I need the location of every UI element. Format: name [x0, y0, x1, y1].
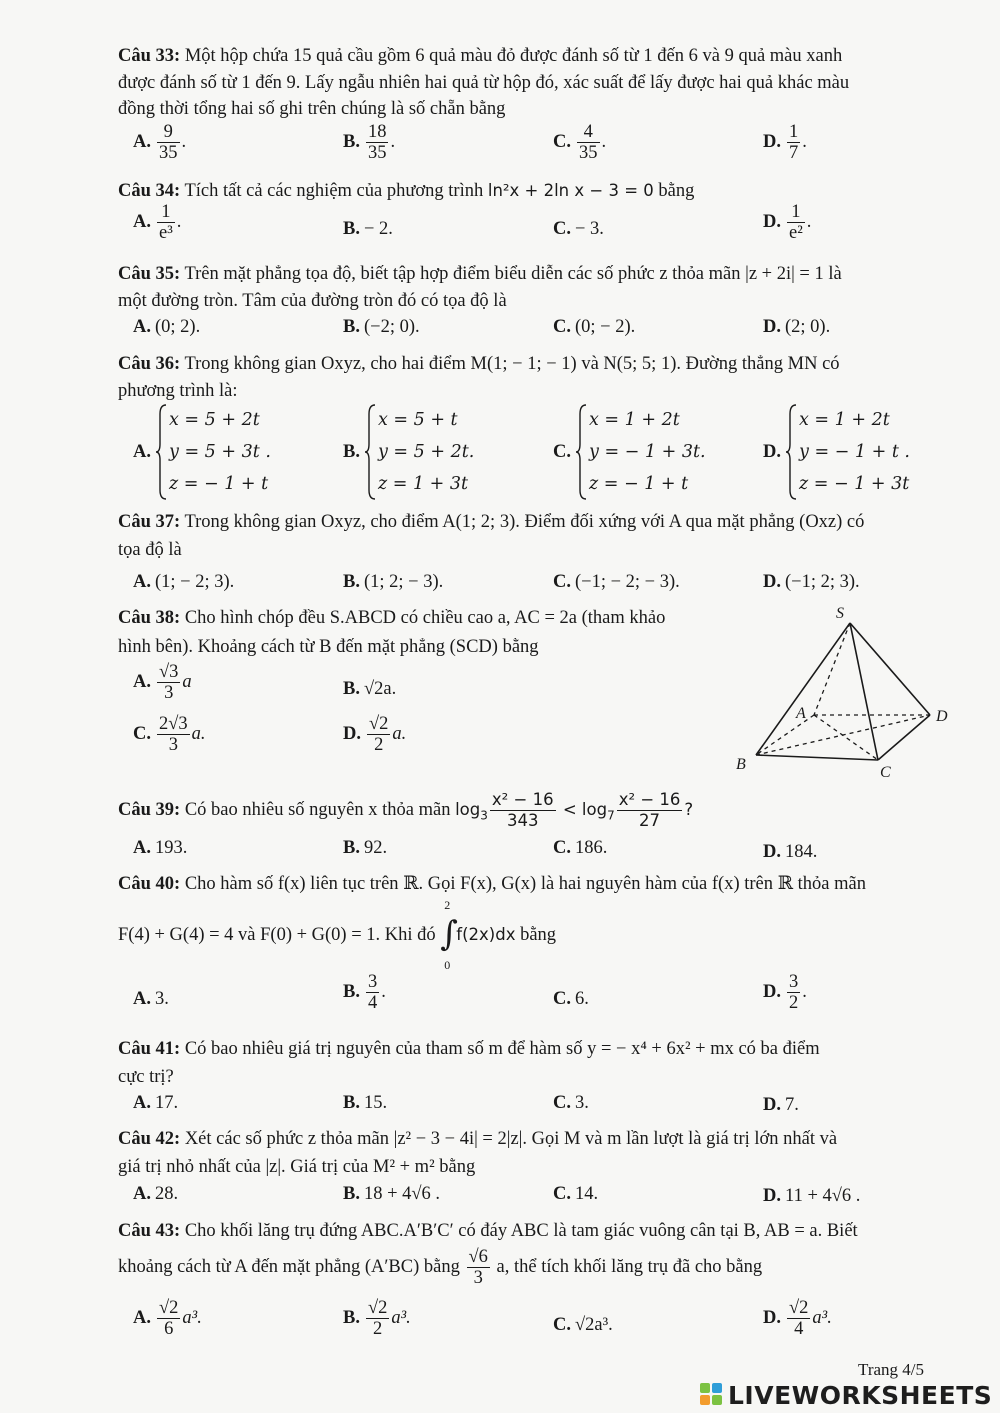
- edge-sc: [850, 623, 878, 760]
- system-row: y = 5 + 3t .: [169, 442, 271, 462]
- option-tail: .: [601, 131, 607, 152]
- numerator: √3: [159, 662, 179, 682]
- denominator: e²: [789, 223, 803, 243]
- option-label: C.: [553, 317, 571, 337]
- edge-sd: [850, 623, 930, 715]
- diagonal-ac: [814, 715, 878, 760]
- fraction: [787, 1298, 810, 1339]
- q37-option-b[interactable]: [343, 569, 443, 595]
- option-text: (0; 2).: [155, 317, 201, 337]
- option-text: 17.: [155, 1093, 179, 1113]
- label-s: S: [836, 605, 844, 622]
- denominator: 2: [789, 993, 799, 1013]
- option-tail: a.: [191, 723, 206, 744]
- option-label: A.: [133, 671, 151, 692]
- q34-option-d[interactable]: [763, 202, 811, 243]
- q40-label: Câu 40:: [118, 874, 181, 894]
- option-tail: a³.: [391, 1307, 411, 1328]
- label-c: C: [880, 764, 891, 781]
- system-row: y = − 1 + t .: [799, 442, 910, 462]
- option-text: 186.: [575, 838, 608, 858]
- q36-line-2: phương trình là:: [118, 381, 238, 401]
- q37-line-2: tọa độ là: [118, 540, 182, 560]
- q42-option-d[interactable]: [763, 1183, 860, 1209]
- q36-option-a[interactable]: [133, 404, 271, 500]
- q41-option-c[interactable]: [553, 1090, 589, 1116]
- option-text: 7.: [785, 1095, 799, 1115]
- fraction: [787, 122, 800, 163]
- fraction: [157, 1298, 180, 1339]
- numerator: 2√3: [159, 714, 188, 734]
- system-row: x = 1 + 2t: [589, 410, 680, 430]
- system-row: x = 5 + 2t: [169, 410, 260, 430]
- fraction: [490, 790, 556, 831]
- option-label: B.: [343, 981, 360, 1002]
- option-label: D.: [763, 131, 781, 152]
- option-label: A.: [133, 317, 151, 337]
- denominator: 343: [506, 811, 539, 830]
- equation-system: [364, 404, 474, 500]
- q42-option-b[interactable]: [343, 1181, 440, 1207]
- numerator: 1: [787, 202, 805, 223]
- q40-line-1: [118, 871, 866, 897]
- q34-label: Câu 34:: [118, 181, 181, 201]
- system-row: z = − 1 + t: [589, 474, 689, 494]
- brace-icon: [575, 404, 587, 500]
- q43-line-1: [118, 1218, 858, 1244]
- option-text: 92.: [363, 838, 388, 858]
- option-text: √2a³.: [575, 1315, 613, 1335]
- fraction: [157, 202, 175, 243]
- option-label: B.: [343, 317, 360, 337]
- q43-option-b[interactable]: [343, 1298, 411, 1339]
- fraction: [467, 1247, 490, 1288]
- q34-option-a[interactable]: [133, 202, 181, 243]
- log-1: log: [455, 800, 481, 819]
- option-text: (1; − 2; 3).: [155, 572, 235, 592]
- q41-option-a[interactable]: [133, 1090, 178, 1116]
- q36-option-c[interactable]: [553, 404, 706, 500]
- denominator: 3: [473, 1268, 483, 1289]
- numerator: √2: [367, 1298, 388, 1318]
- q41-label: Câu 41:: [118, 1039, 181, 1059]
- fraction: [157, 714, 190, 755]
- brace-icon: [364, 404, 376, 500]
- edge-bc: [756, 755, 878, 760]
- option-label: C.: [553, 838, 571, 858]
- option-tail: .: [802, 131, 807, 152]
- option-text: (1; 2; − 3).: [363, 572, 444, 592]
- q37-option-d[interactable]: [763, 569, 860, 595]
- option-label: A.: [133, 1307, 151, 1328]
- option-label: B.: [343, 1184, 360, 1204]
- equation-system: [575, 404, 706, 500]
- brace-icon: [785, 404, 797, 500]
- option-text: 11 + 4√6 .: [785, 1186, 861, 1206]
- liveworksheets-brand[interactable]: LIVEWORKSHEETS: [728, 1381, 993, 1410]
- option-text: (−1; − 2; − 3).: [575, 572, 680, 592]
- diagonal-bd: [756, 715, 930, 755]
- label-d: D: [936, 708, 948, 725]
- q39-option-a[interactable]: [133, 835, 187, 861]
- option-label: A.: [133, 442, 151, 462]
- q39-text: Có bao nhiêu số nguyên x thỏa mãn: [184, 800, 451, 820]
- q33-text-1: Một hộp chứa 15 quả cầu gồm 6 quả màu đỏ được đánh số từ 1 đến 6 và 9 quả màu xanh: [184, 46, 843, 66]
- denominator: 6: [164, 1319, 174, 1339]
- q35-line-2: một đường tròn. Tâm của đường tròn đó có tọa độ là: [118, 291, 507, 311]
- numerator: 3: [367, 972, 378, 992]
- option-tail: .: [381, 981, 386, 1002]
- q36-option-b[interactable]: [343, 404, 474, 500]
- q34-line: [118, 178, 694, 204]
- option-text: 6.: [575, 989, 589, 1009]
- option-label: D.: [763, 317, 781, 337]
- less-than: <: [562, 800, 577, 819]
- fraction: [157, 662, 180, 703]
- system-row: y = 5 + 2t.: [377, 442, 475, 462]
- option-label: C.: [553, 1315, 571, 1335]
- numerator: √6: [468, 1247, 488, 1268]
- fraction: [157, 122, 180, 163]
- q41-option-b[interactable]: [343, 1090, 387, 1116]
- edge-sb: [756, 623, 850, 755]
- system-row: x = 1 + 2t: [799, 410, 890, 430]
- q35-option-c[interactable]: [553, 314, 635, 340]
- system-row: z = − 1 + 3t: [799, 474, 910, 494]
- q43-text-1: Cho khối lăng trụ đứng ABC.A′B′C′ có đáy ABC là tam giác vuông cân tại B, AB = a. Biết: [184, 1221, 858, 1241]
- q38-line-1: [118, 605, 665, 631]
- option-label: A.: [133, 1184, 151, 1204]
- q39-line: [118, 788, 693, 837]
- integral-icon: ∫: [440, 913, 458, 954]
- q34-equation: ln²x + 2ln x − 3 = 0: [487, 181, 654, 200]
- q36-line-1: [118, 351, 840, 377]
- q33-option-b[interactable]: [343, 122, 395, 163]
- option-text: − 2.: [363, 219, 393, 239]
- option-label: B.: [343, 679, 360, 699]
- q35-option-d[interactable]: [763, 314, 830, 340]
- option-label: D.: [763, 842, 781, 862]
- option-label: C.: [553, 442, 571, 462]
- numerator: √2: [789, 1298, 809, 1318]
- option-label: B.: [343, 131, 360, 152]
- system-row: z = − 1 + t: [169, 474, 269, 494]
- option-text: 15.: [363, 1093, 388, 1113]
- q39-label: Câu 39:: [118, 800, 181, 820]
- option-label: D.: [763, 211, 781, 232]
- integrand: f(2x)dx: [456, 925, 516, 944]
- option-tail: a³.: [182, 1307, 202, 1328]
- q42-line-2: giá trị nhỏ nhất của |z|. Giá trị của M² + m² bằng: [118, 1157, 476, 1177]
- numerator: 4: [577, 122, 600, 143]
- q34-tail: bằng: [658, 181, 695, 201]
- option-tail: .: [390, 131, 396, 152]
- option-label: D.: [763, 981, 781, 1002]
- q38-line-2: hình bên). Khoảng cách từ B đến mặt phẳng (SCD) bằng: [118, 637, 539, 657]
- option-label: B.: [343, 838, 360, 858]
- label-b: B: [736, 756, 746, 773]
- option-label: D.: [763, 442, 781, 462]
- q38-option-a[interactable]: [133, 662, 192, 703]
- q38-option-b[interactable]: [343, 676, 396, 702]
- liveworksheets-logo-icon: [700, 1383, 724, 1407]
- option-tail: .: [806, 211, 812, 232]
- q36-text-1: Trong không gian Oxyz, cho hai điểm M(1; − 1; − 1) và N(5; 5; 1). Đường thẳng MN có: [184, 354, 840, 374]
- q33-option-c[interactable]: [553, 122, 606, 163]
- q36-option-d[interactable]: [763, 404, 910, 500]
- option-label: C.: [553, 219, 571, 239]
- fraction: [366, 122, 389, 163]
- q37-option-a[interactable]: [133, 569, 234, 595]
- q37-option-c[interactable]: [553, 569, 680, 595]
- denominator: 4: [794, 1319, 804, 1339]
- q43-option-d[interactable]: [763, 1298, 832, 1339]
- option-text: (−1; 2; 3).: [785, 572, 860, 592]
- q37-text-1: Trong không gian Oxyz, cho điểm A(1; 2; 3). Điểm đối xứng với A qua mặt phẳng (Oxz) có: [184, 512, 865, 532]
- q40-line-2: [118, 897, 557, 972]
- option-label: D.: [763, 1307, 781, 1328]
- question-mark: ?: [684, 800, 694, 819]
- option-text: 14.: [575, 1184, 599, 1204]
- denominator: 2: [373, 1319, 383, 1339]
- q42-option-a[interactable]: [133, 1181, 178, 1207]
- option-tail: .: [181, 131, 187, 152]
- q40-tail: bằng: [520, 925, 557, 945]
- denominator: 4: [367, 993, 378, 1013]
- equation-system: [785, 404, 910, 500]
- fraction: [787, 202, 805, 243]
- numerator: √2: [369, 714, 389, 734]
- pyramid-figure: [730, 605, 962, 785]
- fraction: [367, 714, 390, 755]
- q43-line-2: [118, 1245, 762, 1289]
- q43-option-a[interactable]: [133, 1298, 202, 1339]
- q35-option-b[interactable]: [343, 314, 420, 340]
- fraction: [617, 790, 683, 831]
- option-label: B.: [343, 442, 360, 462]
- q37-line-1: [118, 509, 864, 535]
- q43-label: Câu 43:: [118, 1221, 181, 1241]
- option-label: D.: [763, 1095, 781, 1115]
- q40-text-2: F(4) + G(4) = 4 và F(0) + G(0) = 1. Khi đó: [118, 925, 436, 945]
- option-label: A.: [133, 989, 151, 1009]
- q43-text-3: a, thể tích khối lăng trụ đã cho bằng: [496, 1257, 763, 1277]
- denominator: 35: [579, 143, 598, 163]
- q38-text-1: Cho hình chóp đều S.ABCD có chiều cao a, AC = 2a (tham khảo: [184, 608, 666, 628]
- option-tail: .: [802, 981, 807, 1002]
- option-tail: .: [176, 211, 182, 232]
- denominator: 3: [164, 683, 174, 703]
- q39-inequality: [455, 790, 694, 830]
- integral-upper: 2: [444, 897, 451, 912]
- fraction: [366, 1298, 389, 1339]
- page-number: Trang 4/5: [858, 1360, 924, 1379]
- numerator: 1: [789, 122, 799, 142]
- option-label: B.: [343, 219, 360, 239]
- q42-label: Câu 42:: [118, 1129, 181, 1149]
- q38-option-d[interactable]: [343, 714, 406, 755]
- denominator: 7: [789, 143, 799, 163]
- numerator: 3: [789, 972, 799, 992]
- option-tail: a.: [392, 723, 407, 744]
- numerator: x² − 16: [618, 790, 681, 809]
- option-text: √2a.: [363, 679, 397, 699]
- fraction: [787, 972, 800, 1013]
- option-text: (0; − 2).: [575, 317, 636, 337]
- option-text: 28.: [155, 1184, 179, 1204]
- option-text: (2; 0).: [785, 317, 831, 337]
- q41-option-d[interactable]: [763, 1092, 799, 1118]
- q34-option-c[interactable]: [553, 216, 604, 242]
- label-a: A: [796, 705, 806, 722]
- integral-sign: [440, 897, 458, 972]
- q35-line-1: [118, 261, 842, 287]
- denominator: 27: [639, 811, 661, 830]
- numerator: 1: [157, 202, 175, 223]
- denominator: 35: [367, 143, 387, 163]
- option-label: C.: [553, 572, 571, 592]
- log-base-1: 3: [480, 808, 488, 823]
- option-text: 3.: [155, 989, 169, 1009]
- q33-label: Câu 33:: [118, 46, 181, 66]
- q43-text-2: khoảng cách từ A đến mặt phẳng (A′BC) bằng: [118, 1257, 460, 1277]
- fraction: [577, 122, 600, 163]
- q40-option-d[interactable]: [763, 972, 807, 1013]
- option-label: A.: [133, 1093, 151, 1113]
- q39-option-d[interactable]: [763, 839, 817, 865]
- q41-line-1: [118, 1036, 820, 1062]
- option-label: A.: [133, 838, 151, 858]
- q33-line-3: đồng thời tổng hai số ghi trên chúng là số chẵn bằng: [118, 99, 506, 119]
- system-row: z = 1 + 3t: [377, 474, 469, 494]
- option-text: − 3.: [575, 219, 604, 239]
- q33-option-a[interactable]: [133, 122, 186, 163]
- option-text: 193.: [155, 838, 188, 858]
- q34-option-b[interactable]: [343, 216, 393, 242]
- numerator: 18: [367, 122, 387, 142]
- option-label: D.: [763, 1186, 781, 1206]
- q42-text-1: Xét các số phức z thỏa mãn |z² − 3 − 4i| = 2|z|. Gọi M và m lần lượt là giá trị lớn nhất và: [184, 1129, 838, 1149]
- option-tail: a: [182, 671, 192, 692]
- edge-sa: [814, 623, 850, 715]
- denominator: 35: [159, 143, 178, 163]
- q33-line-2: được đánh số từ 1 đến 9. Lấy ngẫu nhiên hai quả từ hộp đó, xác suất để lấy được hai quả khác màu: [118, 73, 850, 93]
- option-label: C.: [133, 723, 151, 744]
- q38-option-c[interactable]: [133, 714, 206, 755]
- option-label: C.: [553, 989, 571, 1009]
- option-label: A.: [133, 131, 151, 152]
- integral-lower: 0: [444, 957, 451, 972]
- option-label: D.: [763, 572, 781, 592]
- q35-text-1: Trên mặt phẳng tọa độ, biết tập hợp điểm biểu diễn các số phức z thỏa mãn |z + 2i| = 1 là: [184, 264, 842, 284]
- numerator: 9: [157, 122, 180, 143]
- system-row: x = 5 + t: [377, 410, 458, 430]
- q41-line-2: cực trị?: [118, 1067, 174, 1087]
- log-2: log: [581, 800, 608, 819]
- q40-option-b[interactable]: [343, 972, 386, 1013]
- numerator: √2: [159, 1298, 179, 1318]
- q39-option-b[interactable]: [343, 835, 387, 861]
- option-label: A.: [133, 572, 151, 592]
- option-text: (−2; 0).: [363, 317, 420, 337]
- q37-label: Câu 37:: [118, 512, 181, 532]
- denominator: 2: [374, 735, 384, 755]
- option-label: C.: [553, 1093, 571, 1113]
- denominator: e³: [159, 223, 173, 243]
- q42-line-1: [118, 1126, 837, 1152]
- edge-cd: [878, 715, 930, 760]
- option-label: A.: [133, 211, 151, 232]
- q43-option-c[interactable]: [553, 1312, 613, 1338]
- option-label: C.: [553, 131, 571, 152]
- option-label: D.: [343, 723, 361, 744]
- option-label: B.: [343, 1093, 360, 1113]
- q33-option-d[interactable]: [763, 122, 807, 163]
- q41-text-1: Có bao nhiêu giá trị nguyên của tham số m để hàm số y = − x⁴ + 6x² + mx có ba điểm: [184, 1039, 820, 1059]
- q35-option-a[interactable]: [133, 314, 200, 340]
- brace-icon: [155, 404, 167, 500]
- equation-system: [155, 404, 271, 500]
- numerator: x² − 16: [491, 790, 554, 809]
- system-row: y = − 1 + 3t.: [589, 442, 706, 462]
- q35-label: Câu 35:: [118, 264, 181, 284]
- log-base-2: 7: [607, 808, 615, 823]
- option-label: B.: [343, 572, 360, 592]
- q38-label: Câu 38:: [118, 608, 181, 628]
- q39-option-c[interactable]: [553, 835, 607, 861]
- option-text: 18 + 4√6 .: [363, 1184, 441, 1204]
- q40-option-a[interactable]: [133, 986, 169, 1012]
- option-tail: a³.: [812, 1307, 832, 1328]
- option-label: B.: [343, 1307, 360, 1328]
- option-text: 184.: [785, 842, 818, 862]
- q40-option-c[interactable]: [553, 986, 589, 1012]
- option-label: C.: [553, 1184, 571, 1204]
- fraction: [366, 972, 379, 1013]
- option-text: 3.: [575, 1093, 589, 1113]
- q36-label: Câu 36:: [118, 354, 181, 374]
- denominator: 3: [168, 735, 178, 755]
- q33-line-1: [118, 43, 842, 69]
- q42-option-c[interactable]: [553, 1181, 598, 1207]
- q34-text: Tích tất cả các nghiệm của phương trình: [184, 181, 484, 201]
- q40-text-1: Cho hàm số f(x) liên tục trên ℝ. Gọi F(x), G(x) là hai nguyên hàm của f(x) trên ℝ thỏa mãn: [184, 874, 866, 894]
